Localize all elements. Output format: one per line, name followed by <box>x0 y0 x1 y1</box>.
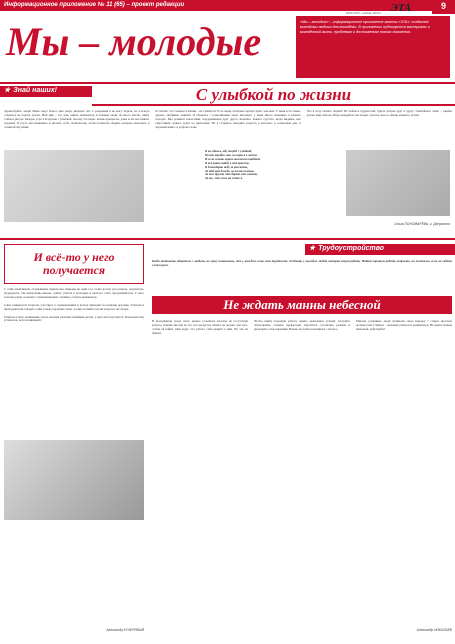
masthead-intro <box>296 16 450 78</box>
article-heaven-author: Александр НИКОЛАЕВ <box>416 628 452 632</box>
article-work-col2: Саша занимается спортом, участвует в соревнованиях и всегда приходит на помощь друзьям. Учителя и преподаватели говорят о нём только хорошие слова. А ещё он пишет песни и играет на гитаре. <box>4 302 144 311</box>
section-interesting: ★ Знай наших! <box>0 86 92 97</box>
section-work: ★ Трудоустройство <box>305 244 455 255</box>
masthead-headline: Мы – молодые <box>6 19 262 64</box>
article-smile-col2: Я считаю, что главное в жизни – не сдаваться. Есть люди, которым гораздо хуже, чем мне. У меня есть семья, друзья, любимые занятия. Я общаюсь с ровесниками через интернет, у меня много знакомых в разных городах. Мы делимся новостями, поддерживаем друг друга. Конечно, бывает грустно, когда видишь, как сверстники гуляют, ходят на дискотеки. Но я стараюсь находить радость в мелочах: в солнечном дне, в хорошей книге, в добром слове. <box>155 109 301 129</box>
article-work-title: И всё-то у него получается <box>33 250 115 277</box>
photo-placeholder <box>4 150 144 222</box>
article-smile-col1: Здравствуйте, люди! Меня зовут Ольга, мне скоро двадцать лет. С рождения я не могу ходить, но я всегда стараюсь не падать духом. Мой мир – это дом, книги, компьютер и близкие люди. Я много читаю, пишу стихи и рисую. Каждое утро я встречаю с улыбкой, потому что верю: жизнь прекрасна, даже если она бывает трудной. Я учусь дистанционно и мечтаю стать психологом, чтобы помогать людям, которые оказались в сложной ситуации. <box>4 109 150 129</box>
article-smile-title-bar <box>92 86 455 106</box>
article-heaven-col1: В молодёжной среде часто можно услышать жалобы на отсутствие работы. Однако многие из тех, кто жалуется, ничего не делают для того, чтобы её найти. Они ждут, что работа сама придёт к ним. Но так не бывает. <box>152 319 248 335</box>
photo-placeholder-3 <box>4 440 144 520</box>
article-heaven-col2: Чтобы найти хорошую работу, нужно приложить усилия: получить образование, освоить профессию, научиться составлять резюме и проходить собеседования. Важно не бояться начинать с малого. <box>254 319 350 331</box>
photo-placeholder-2 <box>346 150 450 216</box>
article-heaven-lead: Когда начинаешь общаться с людьми, не сразу понимаешь, что у каждого есть свои трудности. Особенно у молодых людей, которые ищут работу. Найти хорошую работу непросто, но возможно, если не сидеть сложа руки. <box>152 259 452 267</box>
article-smile-col3: Что я хочу сказать людям? Не бойтесь трудностей, будьте добрее друг к другу. Улыбайтесь чаще – улыбка делает мир светлее. Ведь каждый из нас может сделать чью-то жизнь немного лучше. <box>306 109 452 117</box>
intro-text: «Мы – молодые» – информационное приложение газеты «ЭТА», созданное молодыми людьми для молодёжи. В приложении публикуются материалы о молодёжной жизни, проблемах и достижениях нового поколения. <box>300 20 430 34</box>
article-heaven-col3: Многие успешные люди начинали свою карьеру с самых простых должностей. Главное – желание учиться и развиваться. Не ждите манны небесной, действуйте! <box>356 319 452 331</box>
article-work-title-box <box>4 244 144 284</box>
article-smile-title: С улыбкой по жизни <box>195 85 352 105</box>
brand-name: ЭТА <box>390 2 412 15</box>
article-work-author: Александр КУЧЕРЯВЫЙ <box>106 628 144 632</box>
divider-mid <box>0 238 455 240</box>
star-icon: ★ <box>4 87 11 95</box>
article-work-col3: Глядя на Сашу, понимаешь: когда человек увлечён любимым делом, у него всё получается. Пожелаем ему успехов во всех начинаниях! <box>4 314 144 323</box>
poem: Я не сдаюсь, иду вперёд с улыбкой, Пусть трудно мне, но верю я в мечту. И если жизнь порою кажется ошибкой, Я всё равно найду в ней красоту. Я благодарна небу за рассветы, За тёплый дождь, за песни соловья, За тех друзей, что дарят мне советы, За то, что есть на свете я. <box>205 149 261 181</box>
page-number: 9 <box>432 0 455 14</box>
article-work-body <box>4 288 144 323</box>
brand-logo <box>374 2 428 16</box>
header-title: Информационное приложение № 11 (65) – проект редакции <box>4 1 185 8</box>
star-icon: ★ <box>309 245 316 253</box>
article-smile-body <box>4 110 452 130</box>
article-work-col1: С этим улыбчивым, отзывчивым парнем мы знакомы не один год. Саша всегда рад помочь, подсказать, поддержать. Он выпускник школы, сейчас учится в колледже и мечтает стать программистом. У него золотые руки: он может отремонтировать технику, собрать компьютер. <box>4 287 144 299</box>
article-heaven-body <box>152 320 452 336</box>
article-smile-author: Ольга ПОНОМАРЁВА, г. Дзержинск <box>394 222 450 226</box>
article-heaven-title-bar <box>152 296 452 314</box>
article-heaven-title: Не ждать манны небесной <box>223 296 381 312</box>
header-issue: №33 (337), ноябрь 2010 г. <box>346 11 382 15</box>
